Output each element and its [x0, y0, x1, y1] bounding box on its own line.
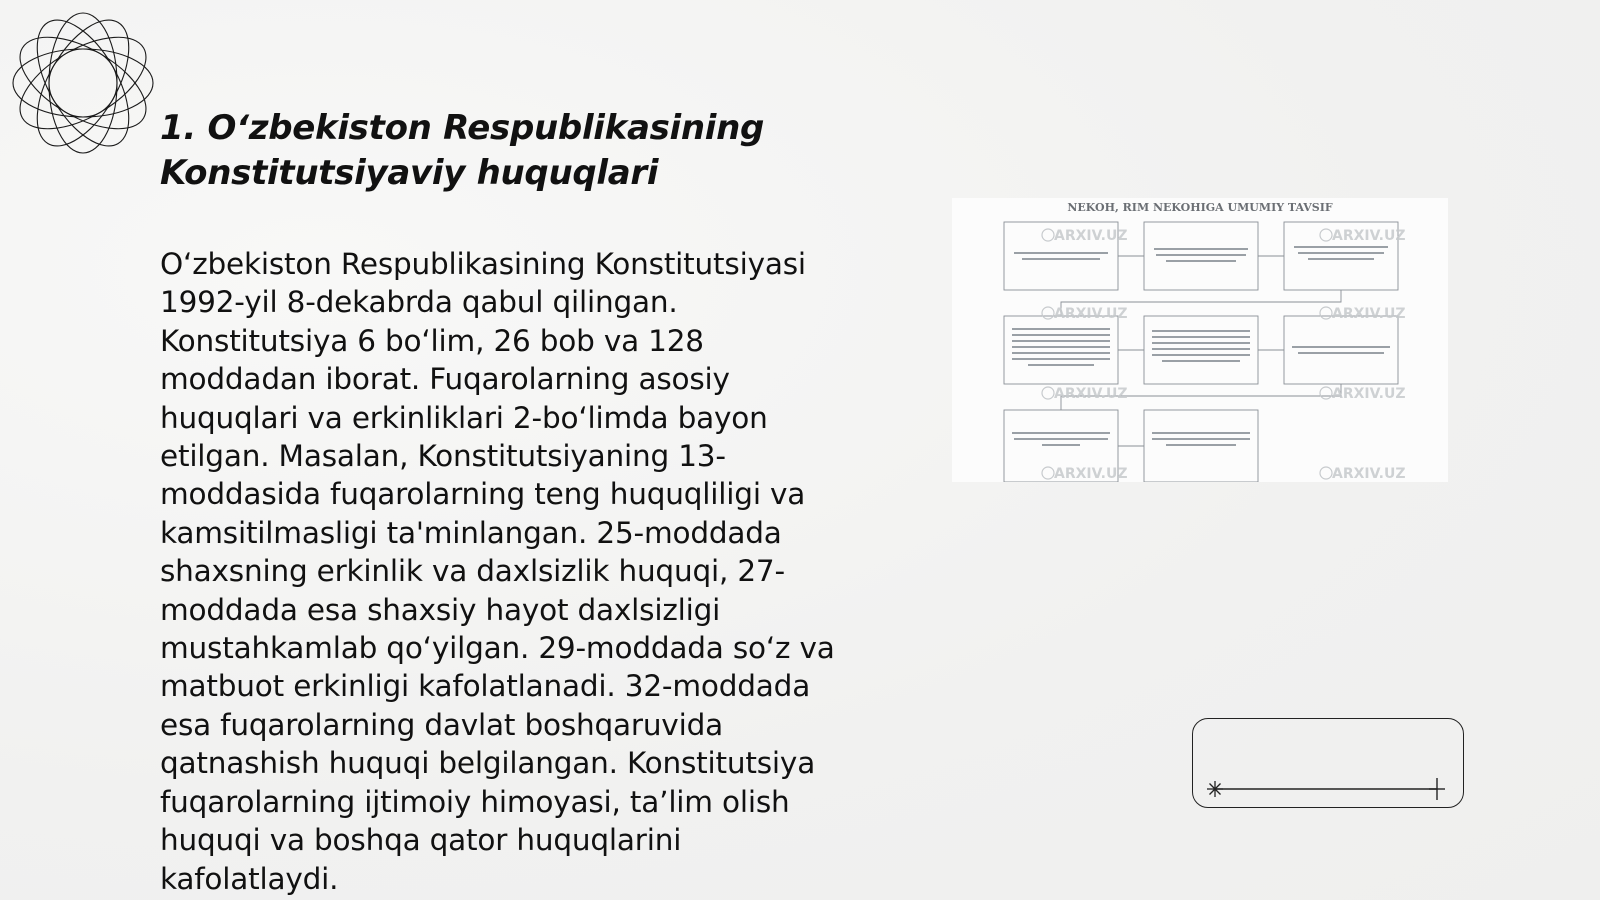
flowchart-image [952, 198, 1448, 482]
watermark: ARXIV.UZ [1054, 228, 1128, 244]
watermark: ARXIV.UZ [1332, 228, 1406, 244]
watermark: ARXIV.UZ [1332, 466, 1406, 482]
decorative-frame [1192, 718, 1464, 808]
body-paragraph: O‘zbekiston Respublikasining Konstitutsiyasi 1992-yil 8-dekabrda qabul qilingan. Konstitutsiya 6 bo‘lim, 26 bob va 128 moddadan iborat. Fuqarolarning asosiy huquqlari va erkinliklari 2-bo‘limda bayon etilgan. Masalan, Konstitutsiyaning 13-moddasida fuqarolarning teng huquqliligi va kamsitilmasligi ta'minlangan. 25-moddada shaxsning erkinlik va daxlsizlik huquqi, 27-moddada esa shaxsiy hayot daxlsizligi mustahkamlab qo‘yilgan. 29-moddada so‘z va matbuot erkinligi kafolatlanadi. 32-moddada esa fuqarolarning davlat boshqaruvida qatnashish huquqi belgilangan. Konstitutsiya fuqarolarning ijtimoiy himoyasi, ta’lim olish huquqi va boshqa qator huquqlarini kafolatlaydi. [160, 247, 835, 896]
title-line-2: Konstitutsiyaviy huquqlari [160, 153, 659, 193]
orbit-rings-icon [10, 10, 156, 156]
watermark: ARXIV.UZ [1054, 306, 1128, 322]
flow-box [1284, 316, 1398, 384]
flow-box [1004, 316, 1118, 384]
title-line-1: 1. O‘zbekiston Respublikasining [160, 108, 765, 148]
slide-title [160, 106, 920, 196]
watermark: ARXIV.UZ [1054, 386, 1128, 402]
diagram-heading: NEKOH, RIM NEKOHIGA UMUMIY TAVSIF [1067, 201, 1333, 214]
watermark: ARXIV.UZ [1332, 306, 1406, 322]
watermark: ARXIV.UZ [1054, 466, 1128, 482]
sparkle-icon [1207, 781, 1223, 797]
watermark: ARXIV.UZ [1332, 386, 1406, 402]
plus-star-icon [1429, 778, 1445, 800]
